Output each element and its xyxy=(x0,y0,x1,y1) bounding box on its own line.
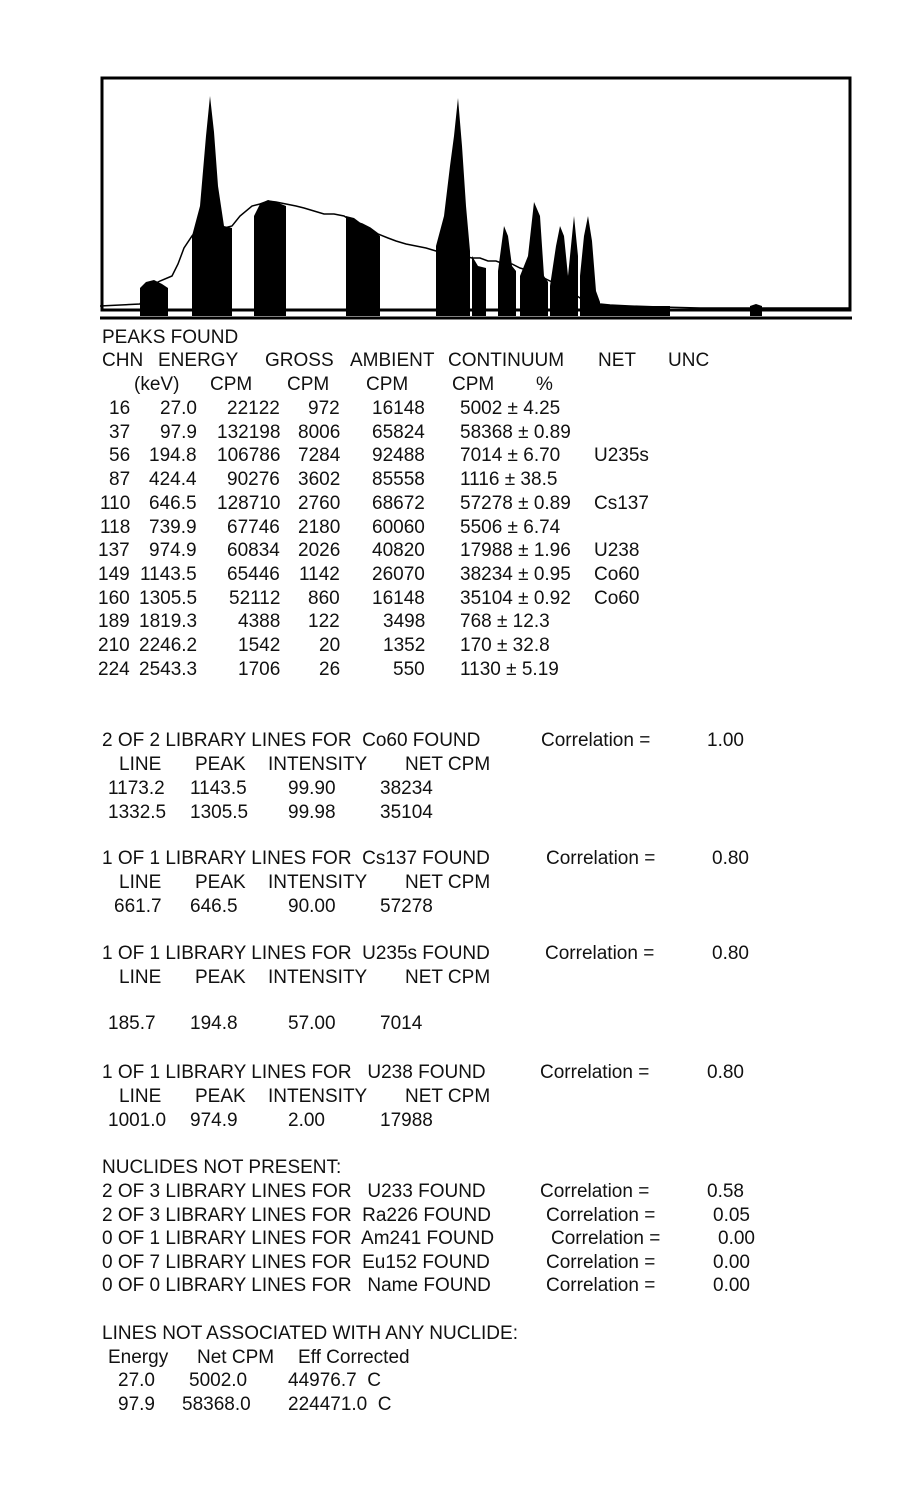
peak-energy: 974.9 xyxy=(149,540,197,562)
library-col-line: LINE xyxy=(119,1086,162,1107)
peak-nuclide: U235s xyxy=(594,445,649,467)
not-present-summary: 0 OF 7 LIBRARY LINES FOR Eu152 FOUND xyxy=(102,1251,490,1273)
peak-energy: 27.0 xyxy=(160,398,197,419)
library-col-net-cpm: NET CPM xyxy=(405,754,491,775)
gamma-spectrum-plot xyxy=(100,76,852,322)
peak-ambient: 2180 xyxy=(298,516,341,538)
unassociated-title: LINES NOT ASSOCIATED WITH ANY NUCLIDE: xyxy=(102,1323,518,1344)
peak-gross: 1706 xyxy=(238,658,281,680)
library-summary: 2 OF 2 LIBRARY LINES FOR Co60 FOUND xyxy=(102,730,481,751)
library-cell: 974.9 xyxy=(190,1110,238,1131)
peak-chn: 210 xyxy=(98,635,130,656)
unassociated-cell: 27.0 xyxy=(118,1370,155,1391)
peak-region-9 xyxy=(580,216,600,316)
peak-ambient: 1142 xyxy=(299,563,340,585)
correlation-value: 0.80 xyxy=(712,943,749,964)
peak-region-7 xyxy=(520,202,548,316)
peak-net-unc: 1116 ± 38.5 xyxy=(460,469,558,491)
peak-energy: 1819.3 xyxy=(139,611,198,633)
peak-gross: 65446 xyxy=(227,563,280,585)
library-col-net-cpm: NET CPM xyxy=(405,872,491,893)
peak-chn: 16 xyxy=(109,398,131,419)
library-cell: 2.00 xyxy=(288,1110,325,1131)
peak-chn: 37 xyxy=(109,421,131,443)
unassociated-col: Net CPM xyxy=(197,1347,275,1368)
peaks-header-unit-2: CPM xyxy=(287,374,330,395)
peak-ambient: 2026 xyxy=(298,540,341,562)
library-cell: 38234 xyxy=(380,778,433,799)
peak-chn: 87 xyxy=(109,469,131,491)
peak-region-6 xyxy=(498,226,516,316)
peak-net-unc: 5506 ± 6.74 xyxy=(460,516,561,538)
library-cell: 99.98 xyxy=(288,802,336,823)
unassociated-cell: 224471.0 C xyxy=(288,1393,392,1415)
peak-gross: 52112 xyxy=(229,587,281,609)
library-summary: 1 OF 1 LIBRARY LINES FOR U238 FOUND xyxy=(102,1062,486,1083)
peaks-header-unit-1: CPM xyxy=(210,374,253,395)
peak-net-unc: 38234 ± 0.95 xyxy=(460,563,571,585)
peaks-header-energy: ENERGY xyxy=(158,350,239,371)
peak-ambient: 8006 xyxy=(298,421,341,443)
unassociated-col: Energy xyxy=(108,1347,169,1368)
peaks-header-unit-4: CPM xyxy=(452,374,495,395)
peak-continuum: 550 xyxy=(393,658,425,680)
peak-gross: 1542 xyxy=(238,635,281,656)
peak-net-unc: 5002 ± 4.25 xyxy=(460,398,561,419)
not-present-title: NUCLIDES NOT PRESENT: xyxy=(102,1157,342,1178)
peak-ambient: 26 xyxy=(319,658,341,680)
library-col-intensity: INTENSITY xyxy=(268,872,368,893)
peak-chn: 149 xyxy=(98,563,130,585)
peak-gross: 67746 xyxy=(227,516,280,538)
library-summary: 1 OF 1 LIBRARY LINES FOR Cs137 FOUND xyxy=(102,848,490,869)
not-present-summary: 0 OF 1 LIBRARY LINES FOR Am241 FOUND xyxy=(102,1228,495,1249)
peak-continuum: 40820 xyxy=(372,540,425,562)
peak-energy: 646.5 xyxy=(149,492,197,514)
peak-net-unc: 35104 ± 0.92 xyxy=(460,587,571,609)
library-cell: 185.7 xyxy=(108,1013,156,1034)
not-present-summary: 0 OF 0 LIBRARY LINES FOR Name FOUND xyxy=(102,1275,491,1296)
peak-chn: 189 xyxy=(98,611,130,633)
peak-chn: 56 xyxy=(109,445,131,467)
peak-net-unc: 1130 ± 5.19 xyxy=(460,658,559,680)
correlation-label: Correlation = xyxy=(546,1251,656,1273)
peak-region-4 xyxy=(436,98,470,316)
peaks-header-unit-0: (keV) xyxy=(134,374,180,395)
correlation-label: Correlation = xyxy=(545,943,655,964)
correlation-value: 0.80 xyxy=(712,848,749,869)
peak-chn: 118 xyxy=(100,516,131,538)
peak-ambient: 2760 xyxy=(298,492,341,514)
not-present-summary: 2 OF 3 LIBRARY LINES FOR Ra226 FOUND xyxy=(102,1204,491,1226)
unassociated-cell: 44976.7 C xyxy=(288,1370,381,1391)
library-cell: 1305.5 xyxy=(190,802,249,823)
library-col-line: LINE xyxy=(119,872,162,893)
correlation-label: Correlation = xyxy=(551,1228,661,1249)
peak-region-1 xyxy=(192,96,232,316)
peak-continuum: 26070 xyxy=(372,563,425,585)
peak-gross: 60834 xyxy=(227,540,280,562)
unassociated-cell: 58368.0 xyxy=(182,1393,251,1415)
peak-net-unc: 7014 ± 6.70 xyxy=(460,445,561,467)
library-cell: 1001.0 xyxy=(108,1110,167,1131)
library-cell: 1332.5 xyxy=(108,802,167,823)
library-cell: 7014 xyxy=(380,1013,423,1034)
correlation-value: 0.00 xyxy=(718,1228,755,1249)
peak-region-11 xyxy=(750,304,762,316)
library-col-peak: PEAK xyxy=(195,1086,246,1107)
peak-nuclide: Cs137 xyxy=(594,492,649,514)
peak-gross: 90276 xyxy=(227,469,280,491)
library-cell: 194.8 xyxy=(190,1013,238,1034)
peak-energy: 424.4 xyxy=(149,469,197,491)
peak-continuum: 16148 xyxy=(372,587,425,609)
peak-nuclide: U238 xyxy=(594,540,640,562)
library-summary: 1 OF 1 LIBRARY LINES FOR U235s FOUND xyxy=(102,943,490,964)
peak-continuum: 60060 xyxy=(372,516,425,538)
peak-energy: 194.8 xyxy=(149,445,197,467)
peak-net-unc: 57278 ± 0.89 xyxy=(460,492,571,514)
peak-energy: 1305.5 xyxy=(139,587,198,609)
library-col-line: LINE xyxy=(119,754,162,775)
unassociated-cell: 5002.0 xyxy=(189,1370,248,1391)
peak-gross: 128710 xyxy=(217,492,281,514)
library-col-net-cpm: NET CPM xyxy=(405,967,491,988)
peak-continuum: 16148 xyxy=(372,398,425,419)
peak-chn: 137 xyxy=(98,540,130,562)
peaks-found-title: PEAKS FOUND xyxy=(102,327,239,348)
unassociated-col: Eff Corrected xyxy=(298,1347,410,1368)
correlation-value: 0.80 xyxy=(707,1062,744,1083)
peak-net-unc: 58368 ± 0.89 xyxy=(460,421,571,443)
library-col-peak: PEAK xyxy=(195,872,246,893)
peaks-header-chn: CHN xyxy=(102,350,144,371)
peak-energy: 739.9 xyxy=(149,516,197,538)
peak-ambient: 972 xyxy=(308,398,340,419)
correlation-label: Correlation = xyxy=(540,1181,650,1202)
peak-continuum: 68672 xyxy=(372,492,425,514)
correlation-label: Correlation = xyxy=(546,1204,656,1226)
not-present-summary: 2 OF 3 LIBRARY LINES FOR U233 FOUND xyxy=(102,1181,486,1202)
library-cell: 99.90 xyxy=(288,778,336,799)
peak-gross: 132198 xyxy=(217,421,281,443)
peak-energy: 97.9 xyxy=(160,421,197,443)
peak-region-5 xyxy=(472,256,486,316)
library-col-net-cpm: NET CPM xyxy=(405,1086,491,1107)
library-cell: 661.7 xyxy=(114,896,162,917)
peak-continuum: 1352 xyxy=(383,635,426,656)
library-cell: 35104 xyxy=(380,802,433,823)
library-cell: 57278 xyxy=(380,896,433,917)
peak-net-unc: 768 ± 12.3 xyxy=(460,611,550,633)
peaks-header-unc: UNC xyxy=(668,350,710,371)
peak-energy: 2543.3 xyxy=(139,658,198,680)
peak-nuclide: Co60 xyxy=(594,563,640,585)
correlation-value: 0.05 xyxy=(713,1204,750,1226)
peak-nuclide: Co60 xyxy=(594,587,640,609)
library-col-intensity: INTENSITY xyxy=(268,1086,368,1107)
library-col-intensity: INTENSITY xyxy=(268,967,368,988)
peak-continuum: 85558 xyxy=(372,469,425,491)
peaks-header-net: NET xyxy=(598,350,636,371)
correlation-label: Correlation = xyxy=(541,730,651,751)
peak-continuum: 65824 xyxy=(372,421,425,443)
peak-net-unc: 170 ± 32.8 xyxy=(460,635,550,656)
correlation-label: Correlation = xyxy=(546,1275,656,1296)
peaks-header-unit-5: % xyxy=(536,374,553,395)
peak-chn: 224 xyxy=(98,658,130,680)
peak-continuum: 3498 xyxy=(383,611,426,633)
correlation-value: 0.58 xyxy=(707,1181,744,1202)
peak-energy: 2246.2 xyxy=(139,635,198,656)
correlation-value: 1.00 xyxy=(707,730,744,751)
peak-region-8 xyxy=(550,216,578,316)
peaks-header-ambient: AMBIENT xyxy=(350,350,435,371)
correlation-value: 0.00 xyxy=(713,1251,750,1273)
library-col-intensity: INTENSITY xyxy=(268,754,368,775)
library-col-line: LINE xyxy=(119,967,162,988)
peak-regions xyxy=(140,96,762,316)
library-cell: 1173.2 xyxy=(108,778,165,799)
peak-net-unc: 17988 ± 1.96 xyxy=(460,540,571,562)
peak-ambient: 3602 xyxy=(298,469,341,491)
peak-ambient: 20 xyxy=(319,635,341,656)
peak-continuum: 92488 xyxy=(372,445,425,467)
peak-ambient: 860 xyxy=(308,587,340,609)
library-col-peak: PEAK xyxy=(195,754,246,775)
peak-ambient: 122 xyxy=(308,611,340,633)
library-cell: 57.00 xyxy=(288,1013,336,1034)
peak-chn: 160 xyxy=(98,587,130,609)
library-col-peak: PEAK xyxy=(195,967,246,988)
peak-gross: 22122 xyxy=(227,398,280,419)
peak-energy: 1143.5 xyxy=(140,563,197,585)
library-cell: 646.5 xyxy=(190,896,238,917)
peak-region-2 xyxy=(254,200,286,316)
peaks-header-continuum: CONTINUUM xyxy=(448,350,565,371)
peak-region-0 xyxy=(140,280,168,316)
peak-ambient: 7284 xyxy=(298,445,341,467)
peak-gross: 106786 xyxy=(217,445,281,467)
correlation-label: Correlation = xyxy=(540,1062,650,1083)
peak-gross: 4388 xyxy=(238,611,281,633)
peak-chn: 110 xyxy=(100,492,131,514)
library-cell: 17988 xyxy=(380,1110,433,1131)
correlation-value: 0.00 xyxy=(713,1275,750,1296)
correlation-label: Correlation = xyxy=(546,848,656,869)
unassociated-cell: 97.9 xyxy=(118,1393,155,1415)
peaks-header-gross: GROSS xyxy=(265,350,334,371)
library-cell: 1143.5 xyxy=(190,778,247,799)
peaks-header-unit-3: CPM xyxy=(366,374,409,395)
library-cell: 90.00 xyxy=(288,896,336,917)
